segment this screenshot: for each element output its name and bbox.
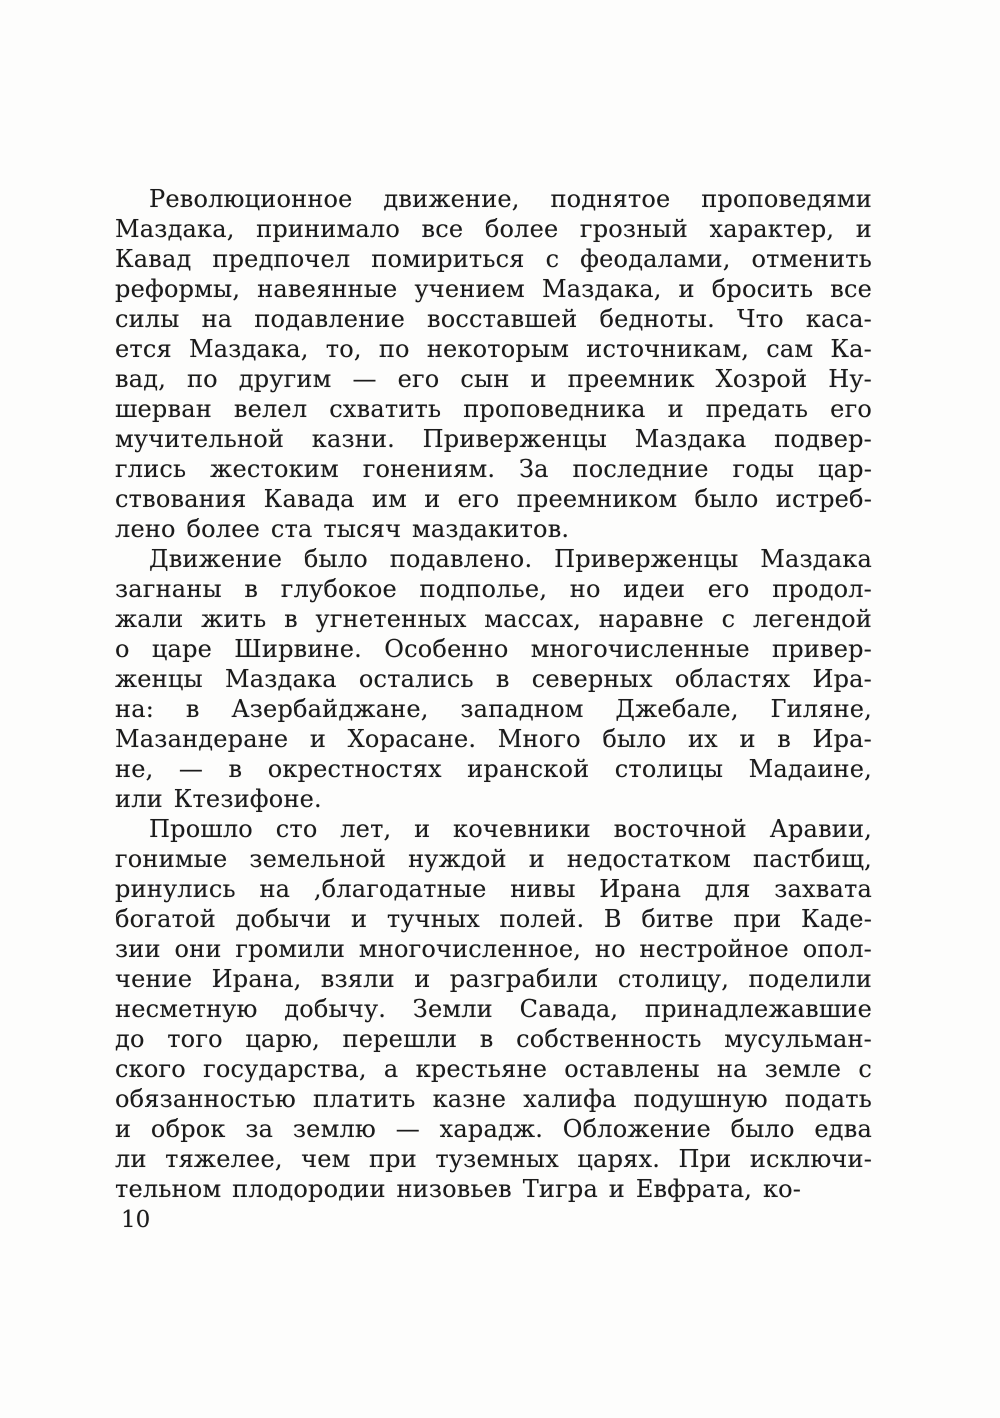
paragraph [115,544,872,814]
text-line: мучительной казни. Приверженцы Маздака подвер- [115,425,872,453]
text-line: и оброк за землю — харадж. Обложение было едва [115,1115,872,1143]
text-line: чение Ирана, взяли и разграбили столицу, поделили [115,965,872,993]
text-line: Кавад предпочел помириться с феодалами, отменить [115,245,872,273]
text-line: женцы Маздака остались в северных областях Ира- [115,665,872,693]
text-line: о царе Ширвине. Особенно многочисленные привер- [115,635,872,663]
text-line: глись жестоким гонениям. За последние годы цар- [115,455,872,483]
text-line: богатой добычи и тучных полей. В битве при Каде- [115,905,872,933]
paragraph [115,814,872,1204]
text-line: Маздака, принимало все более грозный характер, и [115,215,872,243]
text-line: гонимые земельной нуждой и недостатком пастбищ, [115,845,872,873]
text-line: тельном плодородии низовьев Тигра и Евфрата, ко- [115,1175,802,1203]
text-line: ствования Кавада им и его преемником было истреб- [115,485,872,513]
text-line: шерван велел схватить проповедника и предать его [115,395,872,423]
text-line: несметную добычу. Земли Савада, принадлежавшие [115,995,872,1023]
text-line: Мазандеране и Хорасане. Много было их и в Ира- [115,725,872,753]
text-line: обязанностью платить казне халифа подушную подать [115,1085,872,1113]
text-line: Прошло сто лет, и кочевники восточной Аравии, [149,815,872,843]
text-line: до того царю, перешли в собственность мусульман- [115,1025,872,1053]
text-line: или Ктезифоне. [115,785,322,813]
text-line: зии они громили многочисленное, но нестройное опол- [115,935,872,963]
text-line: вад, по другим — его сын и преемник Хозрой Ну- [115,365,872,393]
text-line: реформы, навеянные учением Маздака, и бросить все [115,275,872,303]
text-line: Революционное движение, поднятое проповедями [149,185,872,213]
text-line: лено более ста тысяч маздакитов. [115,515,570,543]
text-column [115,184,872,1204]
text-line: жали жить в угнетенных массах, наравне с легендой [115,605,872,633]
text-line: не, — в окрестностях иранской столицы Мадаине, [115,755,872,783]
text-line: ется Маздака, то, по некоторым источникам, сам Ка- [115,335,872,363]
text-line: ли тяжелее, чем при туземных царях. При исключи- [115,1145,872,1173]
text-line: силы на подавление восставшей бедноты. Что каса- [115,305,872,333]
text-line: ринулись на ,благодатные нивы Ирана для захвата [115,875,872,903]
page-number: 10 [121,1207,151,1233]
text-line: Движение было подавлено. Приверженцы Маздака [149,545,872,573]
text-line: загнаны в глубокое подполье, но идеи его продол- [115,575,872,603]
paragraph [115,184,872,544]
text-line: на: в Азербайджане, западном Джебале, Гиляне, [115,695,872,723]
text-line: ского государства, а крестьяне оставлены на земле с [115,1055,872,1083]
